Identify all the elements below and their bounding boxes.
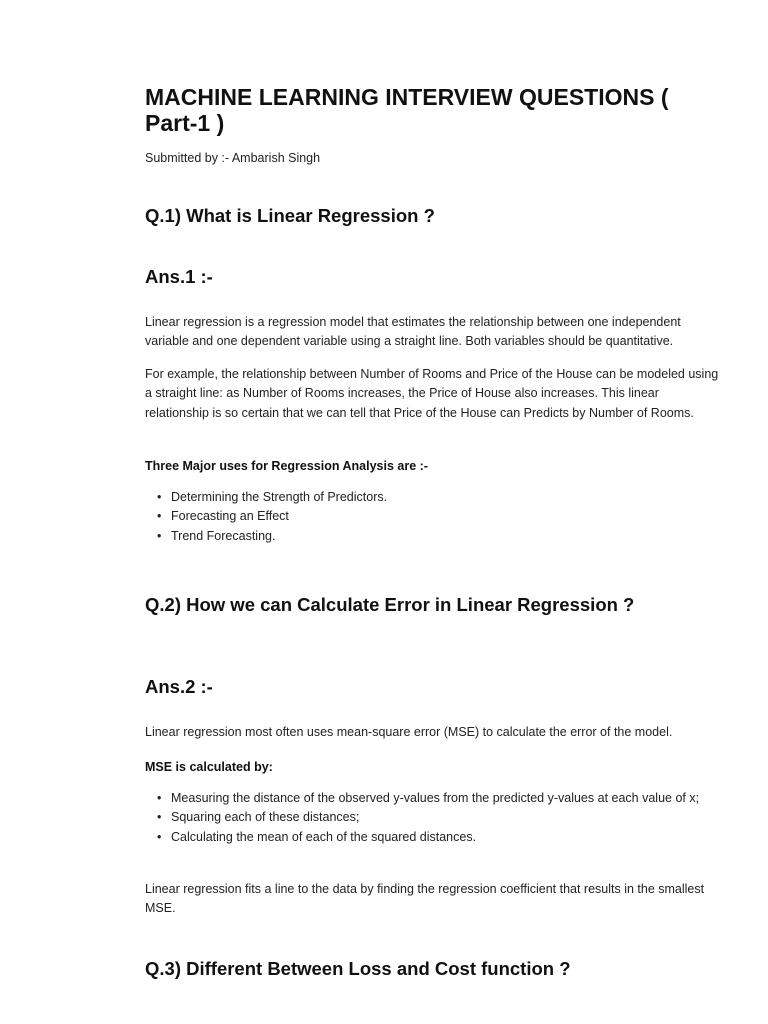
bullet-icon: • (157, 509, 162, 524)
answer-2-paragraph-1: Linear regression most often uses mean-square error (MSE) to calculate the error of the model. (145, 725, 673, 739)
answer-1-paragraph-1: Linear regression is a regression model that estimates the relationship between one independent variable and one dependent variable using a straight line. Both variables should be quantitative. (145, 315, 681, 349)
document-title: MACHINE LEARNING INTERVIEW QUESTIONS ( Part-1 ) (145, 84, 669, 136)
document-byline: Submitted by :- Ambarish Singh (145, 151, 321, 165)
answer-2-list (157, 789, 721, 847)
question-2-heading: Q.2) How we can Calculate Error in Linear Regression ? (145, 594, 635, 615)
list-item (157, 808, 721, 827)
list-item-text: Measuring the distance of the observed y-values from the predicted y-values at each value of x; (171, 791, 700, 805)
list-item-text: Trend Forecasting. (171, 528, 276, 543)
list-item (157, 789, 721, 808)
question-3-heading: Q.3) Different Between Loss and Cost function ? (145, 958, 571, 979)
answer-1-list (157, 488, 721, 546)
bullet-icon: • (157, 490, 162, 504)
list-item-text: Determining the Strength of Predictors. (171, 490, 388, 504)
list-item-text: Calculating the mean of each of the squared distances. (171, 829, 477, 844)
list-item (157, 507, 721, 526)
answer-1-list-title: Three Major uses for Regression Analysis are :- (145, 459, 428, 473)
bullet-icon: • (157, 829, 162, 844)
answer-2-list-title: MSE is calculated by: (145, 760, 273, 774)
list-item-text: Forecasting an Effect (171, 509, 289, 524)
list-item (157, 488, 721, 507)
list-item (157, 828, 721, 847)
list-item (157, 527, 721, 546)
answer-2-heading: Ans.2 :- (145, 676, 213, 697)
bullet-icon: • (157, 810, 162, 825)
answer-2-paragraph-2: Linear regression fits a line to the data by finding the regression coefficient that results in the smallest MSE. (145, 882, 705, 916)
bullet-icon: • (157, 528, 162, 543)
answer-1-heading: Ans.1 :- (145, 266, 213, 287)
list-item-text: Squaring each of these distances; (171, 810, 360, 825)
bullet-icon: • (157, 791, 162, 805)
answer-1-paragraph-2: For example, the relationship between Number of Rooms and Price of the House can be modeled using a straight line: as Number of Rooms increases, the Price of House also increases. This linear relationship is so certain that we can tell that Price of the House can Predicts by Number of Rooms. (145, 367, 719, 420)
question-1-heading: Q.1) What is Linear Regression ? (145, 205, 435, 226)
